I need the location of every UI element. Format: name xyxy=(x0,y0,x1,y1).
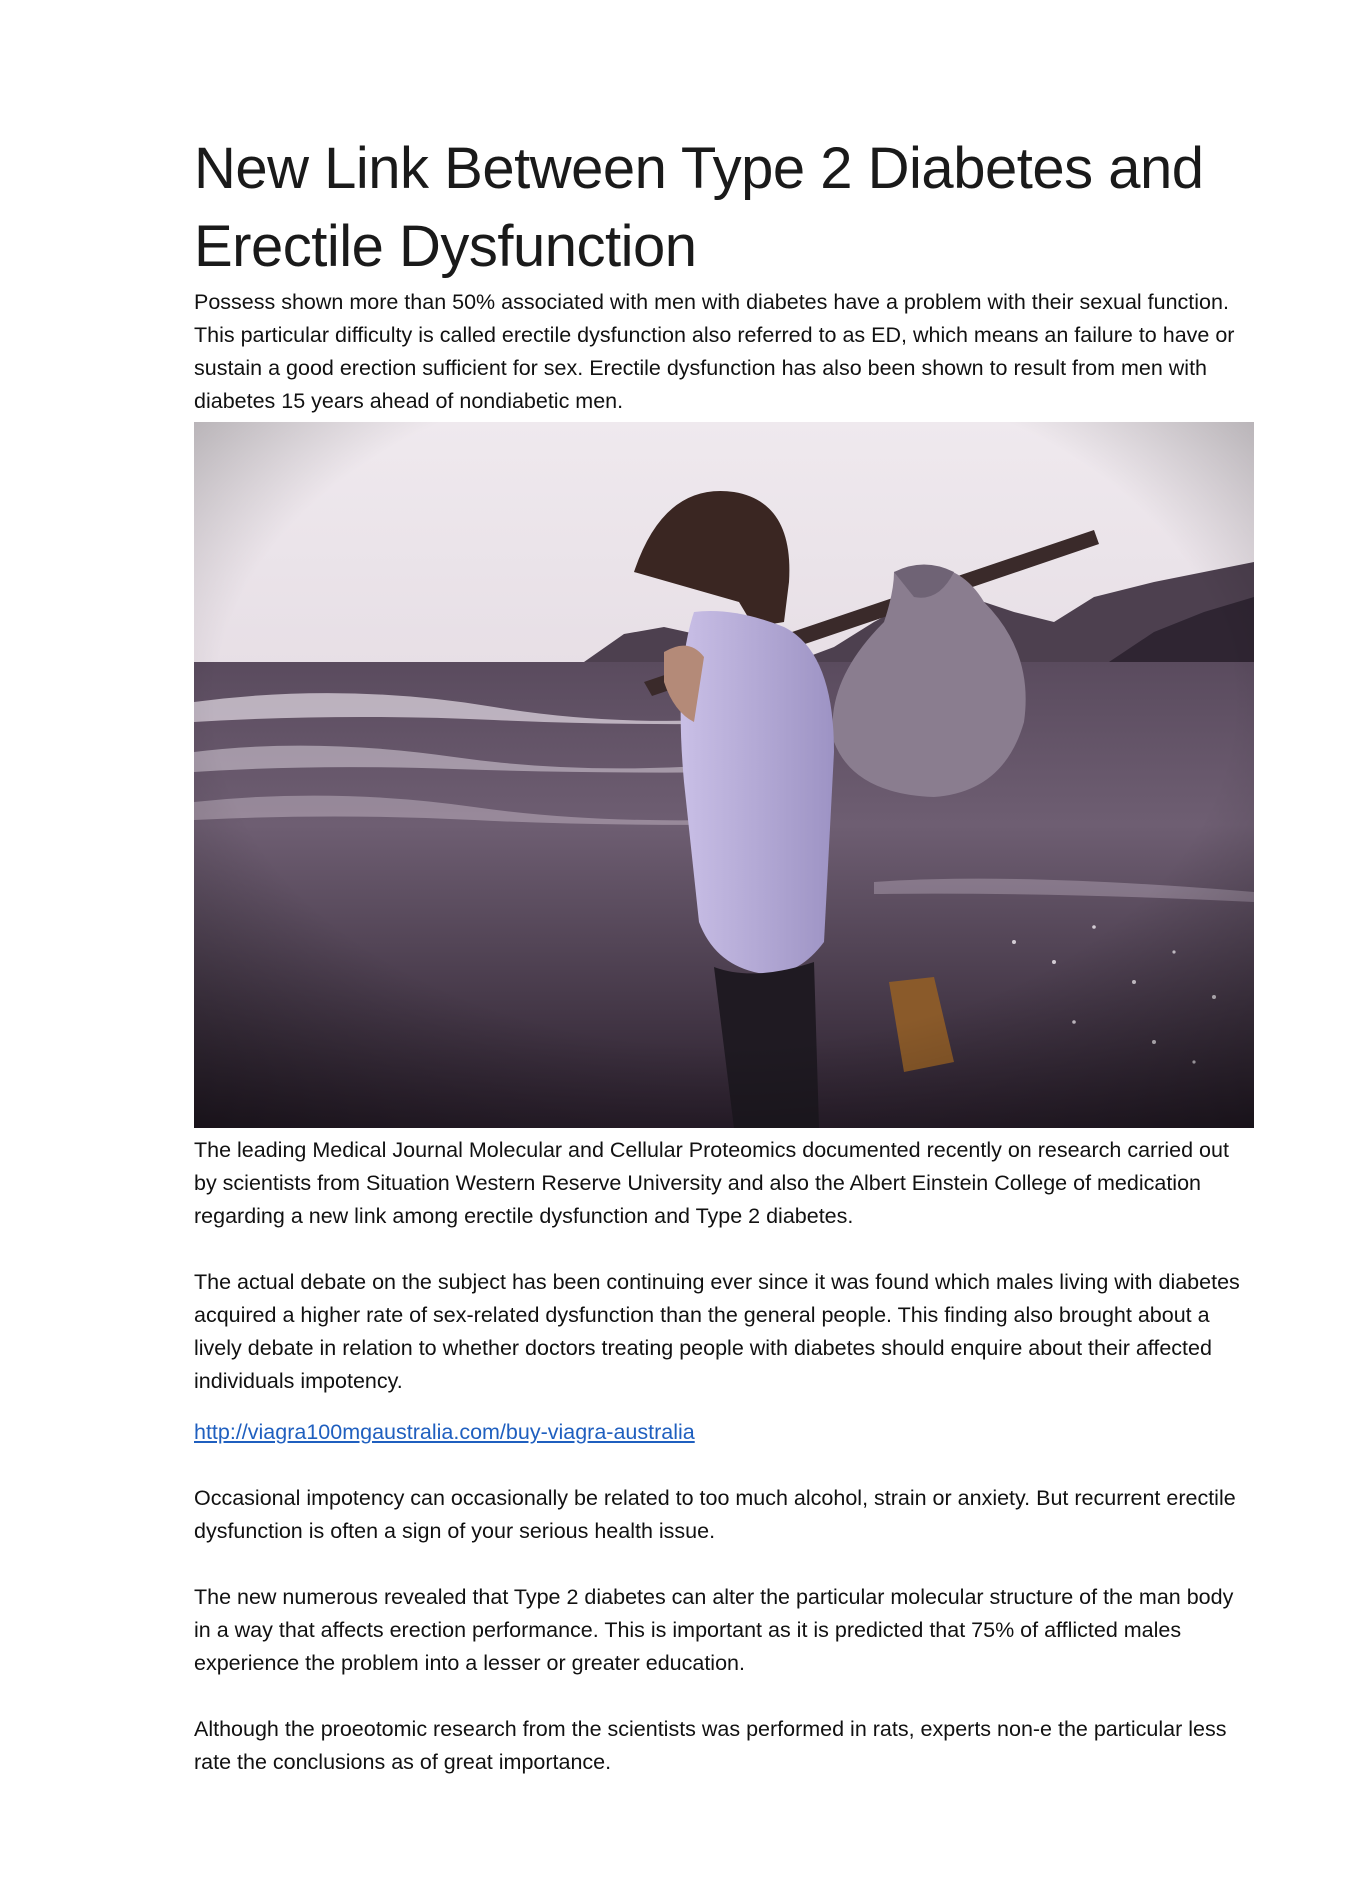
paragraph: Although the proeotomic research from the scientists was performed in rats, experts non-e the particular less rate the conclusions as of great importance. xyxy=(194,1717,1227,1774)
paragraph: Occasional impotency can occasionally be related to too much alcohol, strain or anxiety. But recurrent erectile dysfunction is often a sign of your serious health issue. xyxy=(194,1486,1236,1543)
paragraph: The new numerous revealed that Type 2 diabetes can alter the particular molecular structure of the man body in a way that affects erection performance. This is important as it is predicted that 75% of afflicted males experience the problem into a lesser or greater education. xyxy=(194,1585,1234,1675)
paragraph: The actual debate on the subject has been continuing ever since it was found which males living with diabetes acquired a higher rate of sex-related dysfunction than the general people. This finding also brought about a lively debate in relation to whether doctors treating people with diabetes should enquire about their affected individuals impotency. xyxy=(194,1270,1240,1393)
document-page xyxy=(194,130,1254,1779)
photo-woman-at-beach xyxy=(194,422,1254,1128)
paragraph: The leading Medical Journal Molecular and Cellular Proteomics documented recently on research carried out by scientists from Situation Western Reserve University and also the Albert Einstein College of medication regarding a new link among erectile dysfunction and Type 2 diabetes. xyxy=(194,1138,1229,1228)
external-link[interactable]: http://viagra100mgaustralia.com/buy-viagra-australia xyxy=(194,1420,695,1444)
link-paragraph xyxy=(194,1416,1254,1449)
document-title: New Link Between Type 2 Diabetes and Erectile Dysfunction xyxy=(194,136,1204,279)
intro-paragraph: Possess shown more than 50% associated with men with diabetes have a problem with their sexual function. This particular difficulty is called erectile dysfunction also referred to as ED, which means an failure to have or sustain a good erection sufficient for sex. Erectile dysfunction has also been shown to result from men with diabetes 15 years ahead of nondiabetic men. xyxy=(194,290,1235,413)
